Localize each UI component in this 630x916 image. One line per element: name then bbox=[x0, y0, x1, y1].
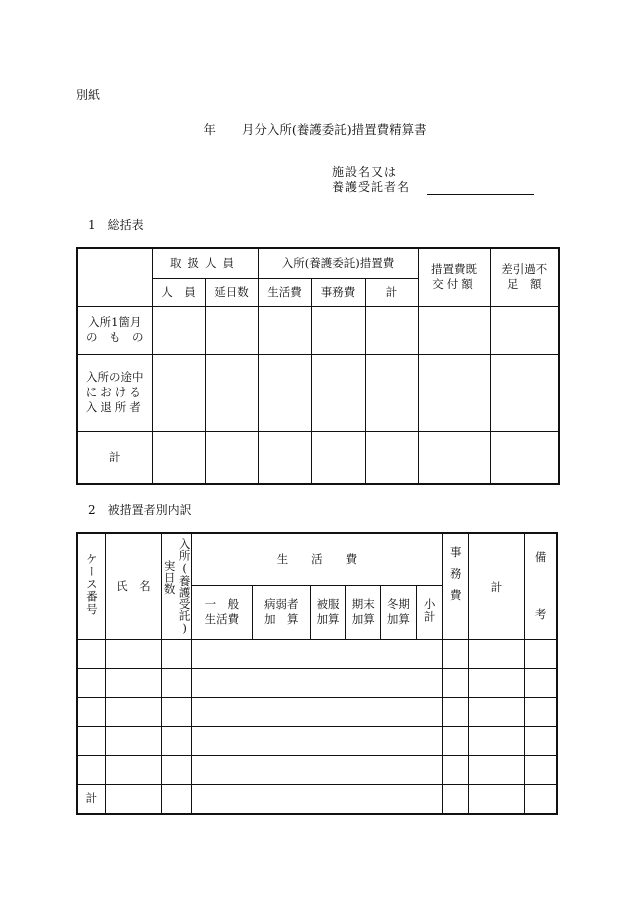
cell[interactable] bbox=[192, 697, 443, 726]
cell[interactable] bbox=[418, 306, 490, 354]
section2-heading bbox=[88, 501, 192, 518]
header-days: 延日数 bbox=[205, 278, 258, 306]
header-winter bbox=[381, 585, 416, 639]
table-row-total bbox=[77, 784, 557, 814]
cell[interactable] bbox=[192, 639, 443, 668]
header-subtotal bbox=[416, 585, 442, 639]
cell[interactable] bbox=[468, 784, 524, 814]
header-total: 計 bbox=[468, 533, 524, 639]
header-admission-b: (養護受託) bbox=[177, 561, 192, 635]
header-diff bbox=[490, 248, 559, 306]
header-clothing-line2: 加算 bbox=[316, 612, 340, 626]
cell[interactable] bbox=[525, 784, 557, 814]
cell[interactable] bbox=[77, 639, 105, 668]
cell[interactable] bbox=[468, 639, 524, 668]
cell[interactable] bbox=[162, 639, 192, 668]
table-row bbox=[77, 354, 559, 431]
summary-table bbox=[76, 247, 560, 485]
header-term-end-line1: 期末 bbox=[351, 597, 375, 611]
facility-line2: 養護受託者名 bbox=[332, 180, 411, 194]
section2-number: 2 bbox=[88, 503, 96, 517]
cell[interactable] bbox=[365, 354, 418, 431]
cell[interactable] bbox=[77, 668, 105, 697]
cell[interactable] bbox=[365, 431, 418, 484]
row-label-line: における bbox=[85, 385, 144, 399]
cell[interactable] bbox=[311, 306, 365, 354]
corner-cell bbox=[77, 248, 152, 306]
header-cost-group: 入所(養護委託)措置費 bbox=[258, 248, 418, 278]
header-winter-line2: 加算 bbox=[386, 612, 410, 626]
header-admission-box bbox=[162, 538, 191, 638]
header-office-fee bbox=[442, 533, 468, 639]
cell[interactable] bbox=[105, 668, 161, 697]
header-issued-line2: 交付額 bbox=[432, 277, 476, 292]
cell[interactable] bbox=[205, 306, 258, 354]
header-issued bbox=[418, 248, 490, 306]
cell[interactable] bbox=[468, 668, 524, 697]
table-row bbox=[77, 726, 557, 755]
header-remarks bbox=[525, 533, 557, 639]
cell[interactable] bbox=[162, 784, 192, 814]
header-term-end bbox=[346, 585, 381, 639]
header-weak-line1: 病弱者 bbox=[263, 597, 299, 611]
header-clothing-line1: 被服 bbox=[316, 597, 340, 611]
row-label-total: 計 bbox=[77, 784, 105, 814]
header-admission-a: 入所 bbox=[177, 538, 192, 561]
cell[interactable] bbox=[105, 726, 161, 755]
cell[interactable] bbox=[468, 755, 524, 784]
table-row bbox=[77, 306, 559, 354]
cell[interactable] bbox=[525, 668, 557, 697]
cell[interactable] bbox=[442, 726, 468, 755]
cell[interactable] bbox=[525, 639, 557, 668]
row-label-mid-month bbox=[77, 354, 152, 431]
header-issued-line1: 措置費既 bbox=[431, 262, 477, 277]
facility-line1: 施設名又は bbox=[332, 165, 398, 179]
cell[interactable] bbox=[77, 755, 105, 784]
document-title bbox=[0, 120, 630, 138]
cell[interactable] bbox=[442, 639, 468, 668]
row-label-full-month bbox=[77, 306, 152, 354]
cell[interactable] bbox=[205, 354, 258, 431]
cell[interactable] bbox=[311, 431, 365, 484]
header-remarks-box bbox=[525, 550, 556, 622]
cell[interactable] bbox=[105, 697, 161, 726]
table-row bbox=[77, 697, 557, 726]
cell[interactable] bbox=[77, 697, 105, 726]
table-row bbox=[77, 639, 557, 668]
header-admission bbox=[162, 533, 192, 639]
header-actual-days: 実日数 bbox=[162, 560, 177, 595]
row-label-line: 入所1箇月 bbox=[88, 315, 142, 329]
header-term-end-line2: 加算 bbox=[351, 612, 375, 626]
cell[interactable] bbox=[442, 755, 468, 784]
cell[interactable] bbox=[205, 431, 258, 484]
breakdown-table bbox=[76, 532, 558, 815]
cell[interactable] bbox=[162, 668, 192, 697]
row-label-total: 計 bbox=[77, 431, 152, 484]
cell[interactable] bbox=[152, 431, 205, 484]
header-living-group: 生 活 費 bbox=[192, 533, 443, 585]
header-office: 事務費 bbox=[311, 278, 365, 306]
header-winter-line1: 冬期 bbox=[386, 597, 410, 611]
row-label-line: 入所の途中 bbox=[86, 370, 144, 384]
cell[interactable] bbox=[490, 354, 559, 431]
cell[interactable] bbox=[490, 306, 559, 354]
header-case-no-text: ケース番号 bbox=[84, 553, 99, 616]
cell[interactable] bbox=[490, 431, 559, 484]
cell[interactable] bbox=[525, 726, 557, 755]
header-general bbox=[192, 585, 252, 639]
table-row bbox=[77, 431, 559, 484]
section1-number: 1 bbox=[88, 218, 96, 232]
cell[interactable] bbox=[152, 306, 205, 354]
title-main: 月分入所(養護委託)措置費精算書 bbox=[241, 122, 427, 137]
header-subtotal-text: 小計 bbox=[422, 597, 437, 623]
header-clothing bbox=[310, 585, 345, 639]
row-label-line: 入退所者 bbox=[85, 400, 144, 414]
cell[interactable] bbox=[192, 668, 443, 697]
header-general-line2: 生活費 bbox=[204, 612, 240, 626]
cell[interactable] bbox=[442, 784, 468, 814]
cell[interactable] bbox=[162, 697, 192, 726]
cell[interactable] bbox=[525, 755, 557, 784]
cell[interactable] bbox=[365, 306, 418, 354]
facility-label bbox=[332, 165, 410, 195]
cell[interactable] bbox=[418, 354, 490, 431]
header-weak-line2: 加 算 bbox=[263, 612, 299, 626]
cell[interactable] bbox=[105, 784, 161, 814]
cell[interactable] bbox=[162, 755, 192, 784]
section2-title: 被措置者別内訳 bbox=[107, 503, 192, 517]
cell[interactable] bbox=[468, 697, 524, 726]
header-total: 計 bbox=[365, 278, 418, 306]
cell[interactable] bbox=[418, 431, 490, 484]
annex-label: 別紙 bbox=[76, 88, 101, 102]
header-diff-line1: 差引過不 bbox=[501, 262, 548, 277]
facility-name-line bbox=[427, 194, 534, 195]
cell[interactable] bbox=[162, 726, 192, 755]
cell[interactable] bbox=[468, 726, 524, 755]
header-remarks-a: 備 bbox=[534, 550, 547, 564]
header-admission-text bbox=[178, 538, 191, 635]
cell[interactable] bbox=[258, 431, 311, 484]
cell[interactable] bbox=[77, 726, 105, 755]
header-general-line1: 一 般 bbox=[204, 597, 240, 611]
cell[interactable] bbox=[192, 755, 443, 784]
cell[interactable] bbox=[258, 354, 311, 431]
header-case-no bbox=[77, 533, 105, 639]
header-diff-line2: 足 額 bbox=[507, 277, 542, 292]
header-name: 氏 名 bbox=[105, 533, 161, 639]
section1-title: 総括表 bbox=[107, 218, 144, 232]
title-year: 年 bbox=[203, 122, 216, 137]
cell[interactable] bbox=[442, 668, 468, 697]
cell[interactable] bbox=[192, 726, 443, 755]
cell[interactable] bbox=[192, 784, 443, 814]
header-office-fee-text: 事務費 bbox=[448, 546, 463, 611]
cell[interactable] bbox=[525, 697, 557, 726]
row-label-line: の も の bbox=[86, 330, 144, 344]
cell[interactable] bbox=[258, 306, 311, 354]
header-remarks-b: 考 bbox=[534, 607, 547, 621]
header-living: 生活費 bbox=[258, 278, 311, 306]
section1-heading bbox=[88, 216, 144, 233]
table-row bbox=[77, 668, 557, 697]
cell[interactable] bbox=[442, 697, 468, 726]
cell[interactable] bbox=[152, 354, 205, 431]
cell[interactable] bbox=[105, 755, 161, 784]
table-row bbox=[77, 755, 557, 784]
header-handled: 取扱人員 bbox=[152, 248, 258, 278]
header-weak bbox=[252, 585, 310, 639]
header-persons: 人 員 bbox=[152, 278, 205, 306]
cell[interactable] bbox=[105, 639, 161, 668]
cell[interactable] bbox=[311, 354, 365, 431]
